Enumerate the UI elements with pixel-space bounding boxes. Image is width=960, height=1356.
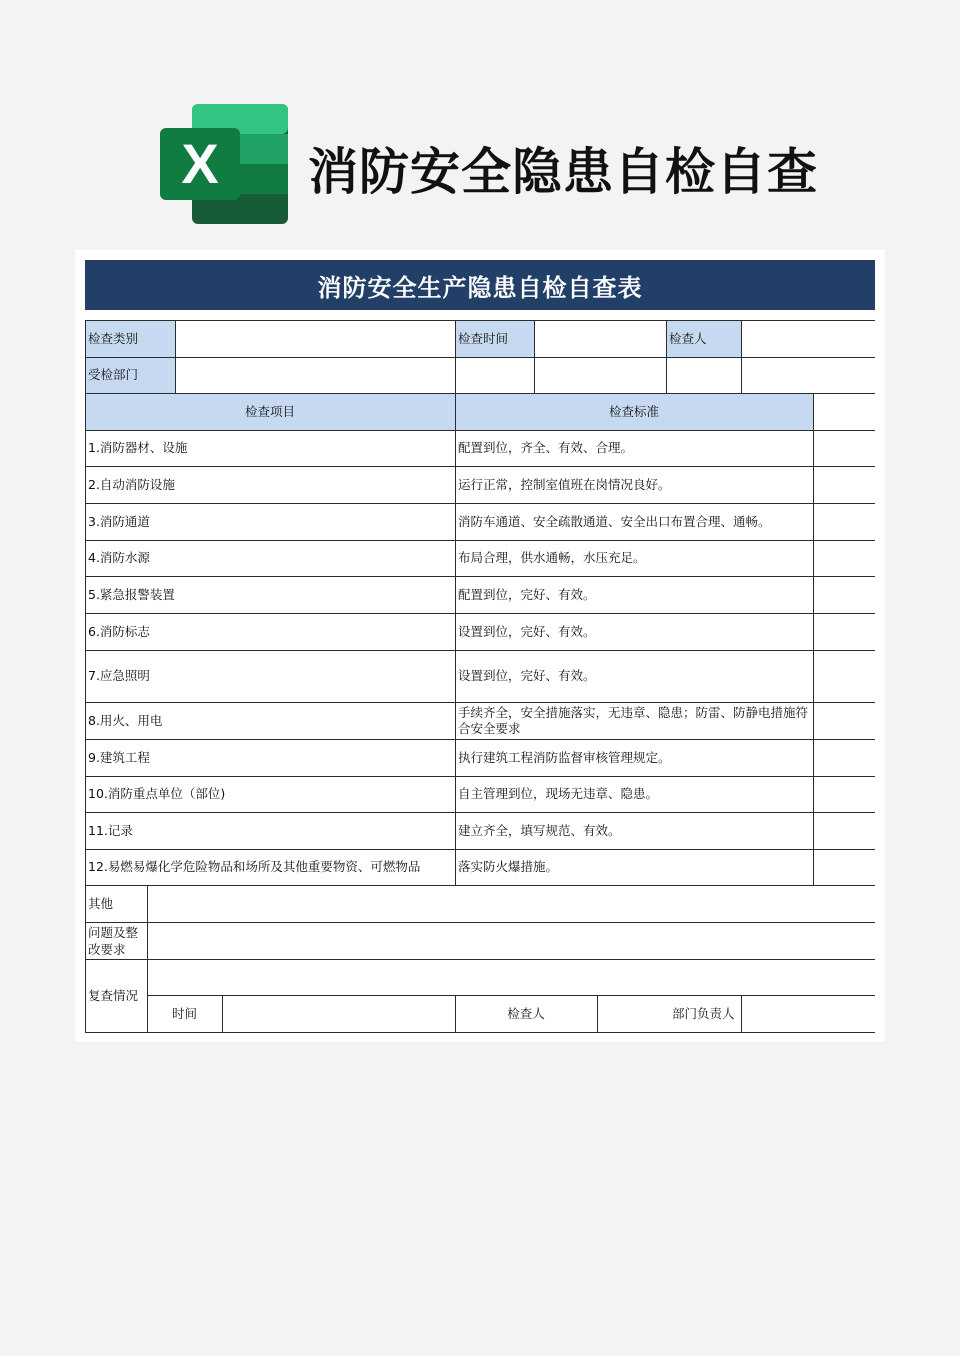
column-header-item: 检查项目 [85,393,455,430]
row-standard: 消防车通道、安全疏散通道、安全出口布置合理、通畅。 [458,513,771,529]
row-standard: 落实防火爆措施。 [458,859,559,874]
row-item: 9.建筑工程 [88,749,150,765]
grid-line [85,702,875,703]
form-sheet [75,250,885,1042]
row-item: 6.消防标志 [88,623,150,639]
grid-line [85,849,875,850]
row-standard: 自主管理到位，现场无违章、隐患。 [458,786,659,801]
grid-line [85,430,875,431]
inspector-field[interactable] [741,320,875,357]
page-header [0,0,960,250]
grid-line [85,885,875,886]
grid-line [85,357,875,358]
excel-logo-icon [160,104,290,224]
row-standard: 建立齐全，填写规范、有效。 [458,822,621,838]
recheck-label: 复查情况 [88,987,139,1003]
grid-line [85,320,86,1032]
grid-line [85,739,875,740]
check-time-label: 检查时间 [455,320,534,357]
recheck-inspector-field[interactable] [597,995,669,1032]
check-time-field[interactable] [534,320,666,357]
grid-line [597,995,598,1032]
blank-cell[interactable] [666,357,741,393]
grid-line [175,320,176,393]
grid-line [455,393,456,885]
row-item: 2.自动消防设施 [88,476,175,492]
row-standard: 手续齐全，安全措施落实，无违章、隐患；防雷、防静电措施符合安全要求 [458,704,809,736]
grid-line [85,393,875,394]
row-item: 8.用火、用电 [88,712,163,728]
grid-line [455,320,456,393]
page-title: 消防安全隐患自检自查 [308,143,818,201]
row-standard: 运行正常，控制室值班在岗情况良好。 [458,476,671,492]
grid-line [85,503,875,504]
row-item: 1.消防器材、设施 [88,440,188,455]
grid-line [85,922,875,923]
blank-cell[interactable] [741,357,875,393]
check-type-field[interactable] [175,320,455,357]
dept-head-field[interactable] [741,995,875,1032]
result-header-cell[interactable] [813,393,875,430]
row-item: 7.应急照明 [88,668,150,683]
row-item: 5.紧急报警装置 [88,586,175,602]
row-item: 12.易燃易爆化学危险物品和场所及其他重要物资、可燃物品 [88,859,421,874]
check-type-label: 检查类别 [85,320,175,357]
grid-line [85,650,875,651]
other-field[interactable] [147,885,875,922]
grid-line [85,959,875,960]
grid-line [741,320,742,393]
row-item: 11.记录 [88,822,133,838]
grid-line [85,320,875,321]
row-item: 10.消防重点单位（部位) [88,786,226,801]
row-standard: 设置到位，完好、有效。 [458,623,596,639]
dept-head-label: 部门负责人 [672,1005,735,1021]
issues-field[interactable] [147,922,875,959]
row-item: 3.消防通道 [88,513,150,529]
grid-line [85,812,875,813]
grid-line [455,995,456,1032]
grid-line [85,540,875,541]
grid-line [85,1032,875,1033]
dept-field[interactable] [175,357,455,393]
inspector-label: 检查人 [666,320,741,357]
blank-cell[interactable] [534,357,666,393]
dept-label: 受检部门 [85,357,175,393]
grid-line [534,320,535,393]
other-label: 其他 [88,895,114,911]
issues-label: 问题及整改要求 [88,924,139,957]
grid-line [666,320,667,393]
row-item: 4.消防水源 [88,550,150,565]
time-label: 时间 [171,1005,197,1021]
grid-line [85,613,875,614]
column-header-standard: 检查标准 [455,393,813,430]
row-standard: 配置到位，齐全、有效、合理。 [458,440,634,455]
recheck-field[interactable] [147,959,875,995]
blank-cell[interactable] [455,357,534,393]
grid-line [85,466,875,467]
row-standard: 布局合理，供水通畅，水压充足。 [458,550,646,565]
row-standard: 配置到位，完好、有效。 [458,586,596,602]
form-title: 消防安全生产隐患自检自查表 [85,260,875,310]
grid-line [85,576,875,577]
row-standard: 执行建筑工程消防监督审核管理规定。 [458,749,671,765]
time-field[interactable] [222,995,455,1032]
grid-line [222,995,223,1032]
grid-line [813,393,814,885]
grid-line [85,776,875,777]
grid-line [147,995,875,996]
logo-letter: X [181,132,219,195]
grid-line [741,995,742,1032]
recheck-inspector-label: 检查人 [507,1005,545,1021]
grid-line [147,885,148,1032]
row-standard: 设置到位，完好、有效。 [458,668,596,683]
